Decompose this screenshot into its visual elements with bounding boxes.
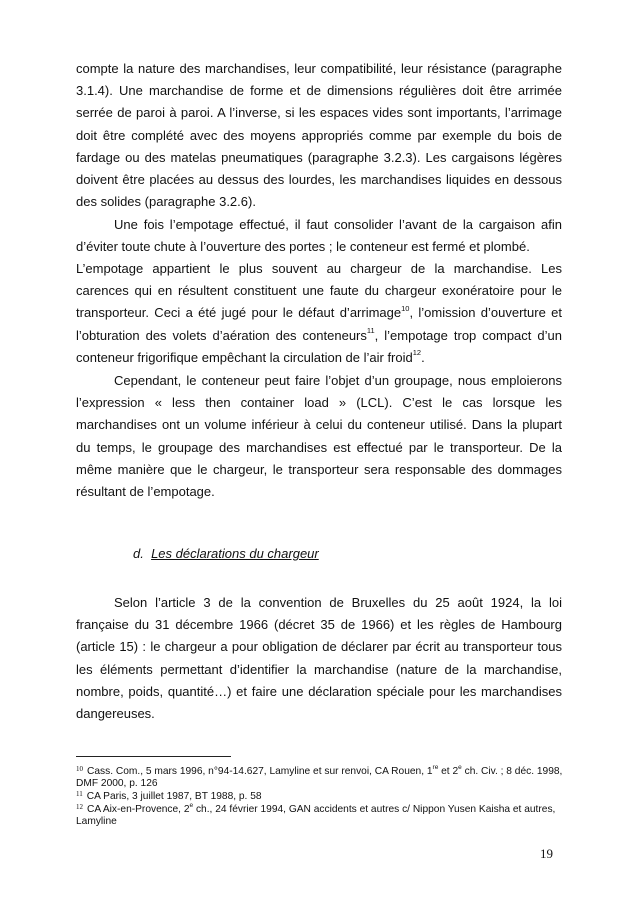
- footnote-ref-12: 12: [412, 348, 422, 358]
- paragraph-3-text-c: , l’empotage trop compact d’un conteneur frigorifique empêchant la circulation de l’air froid: [76, 327, 562, 365]
- footnote-11-text: CA Paris, 3 juillet 1987, BT 1988, p. 58: [86, 791, 262, 802]
- section-letter: d.: [133, 546, 144, 561]
- section-heading: [133, 546, 319, 561]
- paragraph-3-text-b: , l’omission d’ouverture et l’obturation des volets d’aération des conteneurs: [76, 305, 562, 343]
- paragraph-3: [76, 258, 562, 369]
- paragraph-5: Selon l’article 3 de la convention de Bruxelles du 25 août 1924, la loi française du 31 décembre 1966 (décret 35 de 1966) et les règles de Hambourg (article 15) : le chargeur a pour obligation de déclarer par écrit au transporteur tous les éléments permettant d’identifier la marchandise (nature de la marchandise, nombre, poids, quantité…) et faire une déclaration spéciale pour les marchandises dangereuses.: [76, 595, 562, 722]
- footnote-12-sup-1: e: [189, 801, 194, 809]
- footnote-12-number: 12: [76, 803, 83, 811]
- footnote-ref-11: 11: [366, 326, 375, 336]
- paragraph-4: Cependant, le conteneur peut faire l’objet d’un groupage, nous emploierons l’expression « less then container load » (LCL). C’est le cas lorsque les marchandises ont un volume inférieur à celui du conteneur utilisé. Dans la plupart du temps, le groupage des marchandises est effectué par le transporteur. De la même manière que le chargeur, le transporteur sera responsable des dommages résultant de l’empotage.: [76, 373, 562, 500]
- footnote-10-number: 10: [76, 765, 83, 773]
- footnote-10-text-b: et 2: [438, 766, 459, 777]
- footnote-10-sup-1: re: [432, 763, 439, 771]
- footnote-11-number: 11: [76, 790, 83, 798]
- section-title: Les déclarations du chargeur: [151, 546, 319, 561]
- footnote-10-sup-2: e: [458, 763, 462, 771]
- footnote-separator: [76, 756, 231, 757]
- footnote-12-text-b: ch., 24 février 1994, GAN accidents et autres c/ Nippon Yusen Kaisha et autres, Lamyline: [76, 804, 556, 827]
- paragraph-1: compte la nature des marchandises, leur compatibilité, leur résistance (paragraphe 3.1.4). Une marchandise de forme et de dimensions régulières doit être arrimée serrée de paroi à paroi. A l’inverse, si les espaces vides sont importants, l’arrimage doit être complété avec des moyens appropriés comme par exemple du bois de fardage ou des matelas pneumatiques (paragraphe 3.2.3). Les cargaisons légères doivent être placées au dessus des lourdes, les marchandises liquides en dessous des solides (paragraphe 3.2.6).: [76, 61, 562, 210]
- paragraph-3-text-d: .: [421, 349, 425, 365]
- paragraph-3-text-a: L’empotage appartient le plus souvent au chargeur de la marchandise. Les carences qui en résultent constituent une faute du chargeur exonératoire pour le transporteur. Ceci a été jugé pour le défaut d’arrimage: [76, 261, 562, 321]
- paragraph-2: Une fois l’empotage effectué, il faut consolider l’avant de la cargaison afin d’éviter toute chute à l’ouverture des portes ; le conteneur est fermé et plombé.: [76, 217, 562, 255]
- footnote-ref-10: 10: [401, 304, 410, 314]
- footnote-12-text-a: CA Aix-en-Provence, 2: [87, 804, 190, 815]
- footnote-10-text-c: ch. Civ. ; 8 déc. 1998, DMF 2000, p. 126: [76, 766, 563, 789]
- footnote-12: [76, 801, 564, 828]
- footnote-10-text-a: Cass. Com., 5 mars 1996, n°94-14.627, Lamyline et sur renvoi, CA Rouen, 1: [87, 766, 433, 777]
- page-number: 19: [540, 846, 553, 861]
- footnote-10: [76, 763, 564, 790]
